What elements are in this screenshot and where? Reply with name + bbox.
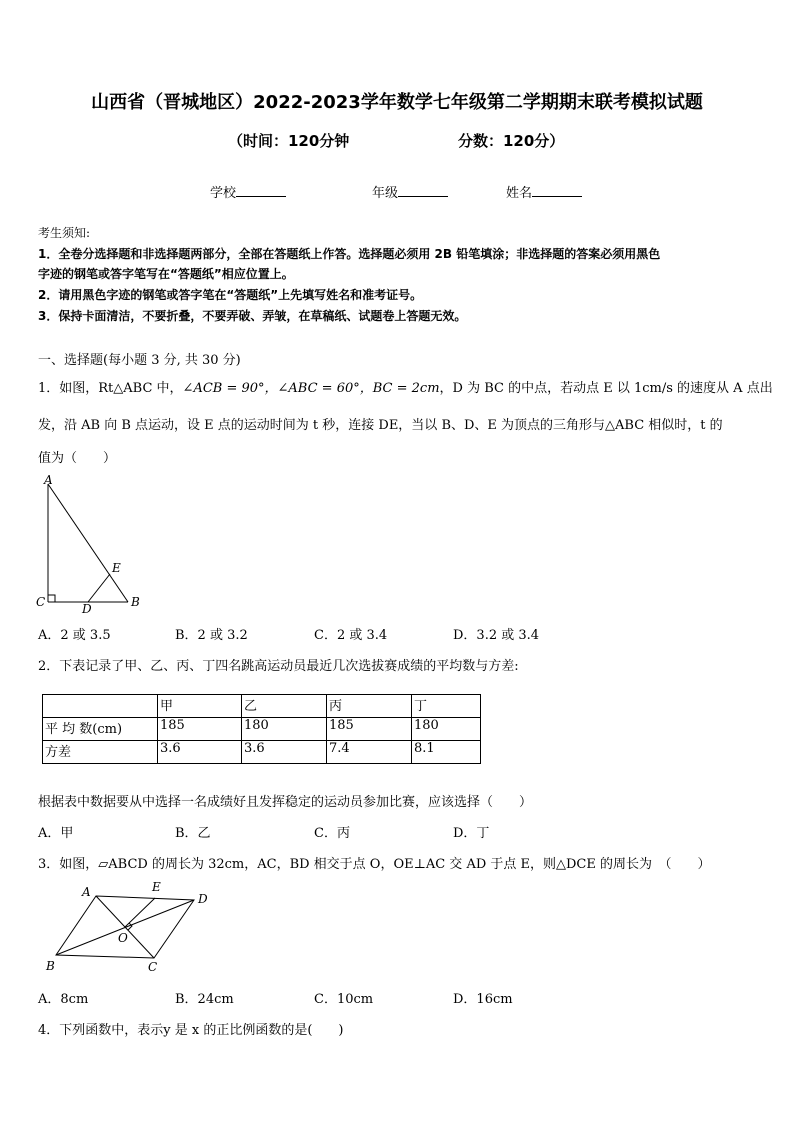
table-row [43, 741, 481, 764]
label-b: B [46, 959, 55, 973]
q2-option-d[interactable]: D．丁 [453, 826, 490, 841]
table-header-row [43, 695, 481, 718]
label-c: C [36, 595, 46, 609]
table-cell: 185 [327, 718, 412, 741]
q4-stem: 4．下列函数中，表示y 是 x 的正比例函数的是( ) [38, 1023, 344, 1038]
q1-math: ∠ACB = 90°，∠ABC = 60°，BC = 2cm [182, 381, 440, 396]
notes-item: 字迹的钢笔或答字笔写在“答题纸”相应位置上。 [38, 267, 294, 281]
table-header-cell [43, 695, 158, 718]
table-cell: 180 [412, 718, 481, 741]
q1-stem-line2: 发，沿 AB 向 B 点运动，设 E 点的运动时间为 t 秒，连接 DE，当以 B、D、E 为顶点的三角形与△ABC 相似时，t 的 [38, 418, 723, 433]
grade-label: 年级 [372, 186, 399, 201]
table-cell: 8.1 [412, 741, 481, 764]
table-cell: 方差 [43, 741, 158, 764]
q1-stem-b: ，D 为 BC 的中点，若动点 E 以 1cm/s 的速度从 A 点出 [439, 381, 773, 396]
school-label: 学校 [210, 186, 237, 201]
q1-stem-line1 [38, 377, 773, 396]
label-o: O [118, 931, 128, 945]
q3-option-d[interactable]: D．16cm [453, 992, 513, 1007]
label-c: C [148, 960, 158, 974]
q3-stem: 3．如图，▱ABCD 的周长为 32cm，AC，BD 相交于点 O，OE⊥AC 交 AD 于点 E，则△DCE 的周长为 （ ） [38, 857, 711, 872]
label-e: E [152, 880, 161, 894]
q3-option-b[interactable]: B．24cm [175, 992, 234, 1007]
q1-option-d[interactable]: D．3.2 或 3.4 [453, 628, 540, 643]
notes-item: 1．全卷分选择题和非选择题两部分，全部在答题纸上作答。选择题必须用 2B 铅笔填涂；非选择题的答案必须用黑色 [38, 247, 661, 261]
q3-parallelogram-figure [38, 878, 218, 978]
q1-stem-a: 1．如图，Rt△ABC 中， [38, 381, 183, 396]
school-field[interactable] [210, 182, 286, 201]
segment-de [88, 574, 110, 602]
q1-stem-line3: 值为（ ） [38, 451, 117, 466]
notes-item: 2．请用黑色字迹的钢笔或答字笔在“答题纸”上先填写姓名和准考证号。 [38, 288, 423, 302]
q3-option-a[interactable]: A．8cm [38, 992, 89, 1007]
q2-question: 根据表中数据要从中选择一名成绩好且发挥稳定的运动员参加比赛，应该选择（ ） [38, 795, 533, 810]
table-row [43, 718, 481, 741]
q2-option-c[interactable]: C．丙 [314, 826, 350, 841]
segment-oe [125, 898, 155, 927]
school-blank[interactable] [236, 184, 286, 197]
label-a: A [82, 885, 91, 899]
grade-blank[interactable] [398, 184, 448, 197]
q1-option-a[interactable]: A．2 或 3.5 [38, 628, 111, 643]
q3-option-c[interactable]: C．10cm [314, 992, 374, 1007]
label-e: E [112, 561, 121, 575]
q1-triangle-figure [30, 472, 160, 617]
notes-heading: 考生须知: [38, 226, 91, 240]
q1-option-c[interactable]: C．2 或 3.4 [314, 628, 388, 643]
grade-field[interactable] [372, 182, 448, 201]
name-label: 姓名 [506, 186, 533, 201]
table-cell: 7.4 [327, 741, 412, 764]
q2-option-b[interactable]: B．乙 [175, 826, 211, 841]
q2-stem: 2．下表记录了甲、乙、丙、丁四名跳高运动员最近几次选拔赛成绩的平均数与方差: [38, 659, 519, 674]
label-b: B [131, 595, 140, 609]
score-table [42, 694, 481, 764]
exam-time: （时间：120分钟 [228, 132, 350, 150]
exam-score: 分数：120分） [458, 132, 565, 150]
table-cell: 3.6 [242, 741, 327, 764]
notes-item: 3．保持卡面清洁，不要折叠，不要弄破、弄皱，在草稿纸、试题卷上答题无效。 [38, 309, 467, 323]
name-blank[interactable] [532, 184, 582, 197]
table-header-cell: 丙 [327, 695, 412, 718]
exam-title: 山西省（晋城地区）2022-2023学年数学七年级第二学期期末联考模拟试题 [91, 92, 703, 113]
table-header-cell: 丁 [412, 695, 481, 718]
label-d: D [82, 602, 92, 616]
diagonal-bd [56, 900, 194, 955]
table-cell: 180 [242, 718, 327, 741]
table-header-cell: 乙 [242, 695, 327, 718]
q1-option-b[interactable]: B．2 或 3.2 [175, 628, 248, 643]
label-a: A [44, 473, 53, 487]
right-angle-mark [48, 595, 55, 602]
table-cell: 平 均 数(cm) [43, 718, 158, 741]
table-cell: 3.6 [158, 741, 242, 764]
section-heading: 一、选择题(每小题 3 分, 共 30 分) [38, 353, 241, 368]
table-header-cell: 甲 [158, 695, 242, 718]
table-cell: 185 [158, 718, 242, 741]
segment-ab [48, 484, 128, 602]
label-d: D [198, 892, 208, 906]
name-field[interactable] [506, 182, 582, 201]
q2-option-a[interactable]: A．甲 [38, 826, 74, 841]
